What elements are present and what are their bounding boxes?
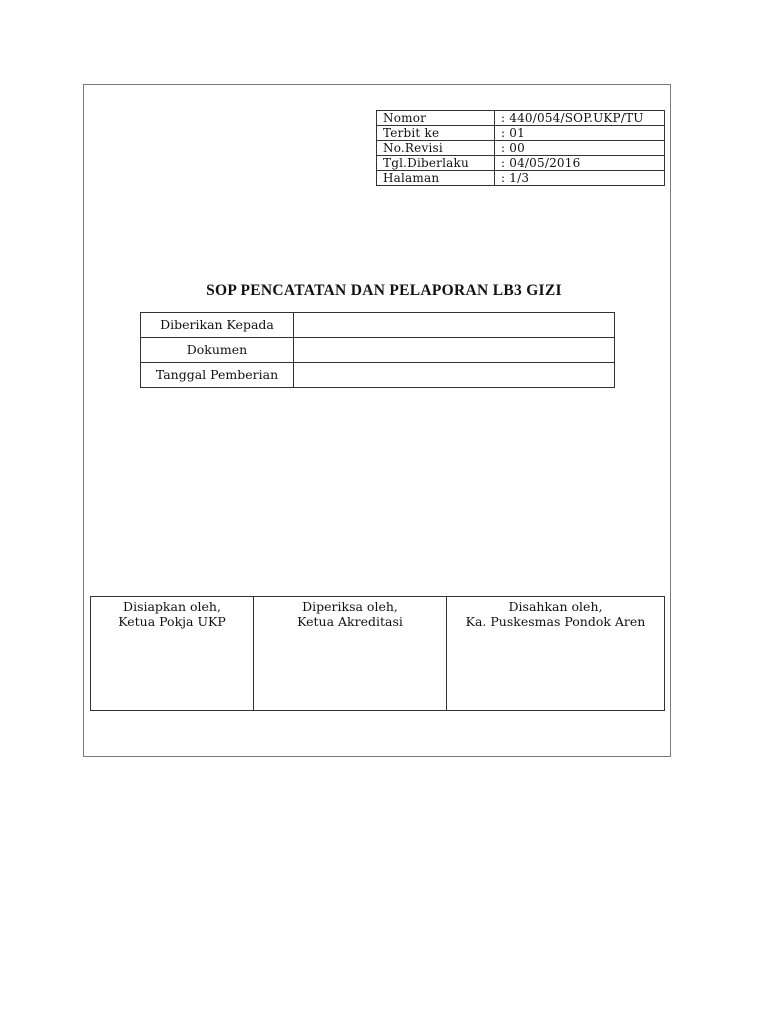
- distribution-label-dokumen: Dokumen: [141, 338, 294, 363]
- table-row: [91, 597, 665, 711]
- page-title: SOP PENCATATAN DAN PELAPORAN LB3 GIZI: [206, 282, 562, 299]
- table-row: [377, 111, 665, 126]
- table-row: [377, 126, 665, 141]
- signature-role: Disahkan oleh,: [508, 599, 603, 614]
- signature-cell-diperiksa: [254, 597, 447, 711]
- signature-role: Diperiksa oleh,: [302, 599, 398, 614]
- info-label-tgl: Tgl.Diberlaku: [377, 156, 495, 171]
- signature-role: Disiapkan oleh,: [123, 599, 221, 614]
- signature-position: Ka. Puskesmas Pondok Aren: [465, 614, 646, 629]
- signature-cell-disiapkan: [91, 597, 254, 711]
- table-row: [377, 171, 665, 186]
- info-value-revisi: : 00: [495, 141, 665, 156]
- info-value-halaman: : 1/3: [495, 171, 665, 186]
- table-row: [141, 363, 615, 388]
- info-label-revisi: No.Revisi: [377, 141, 495, 156]
- document-info-table: [376, 110, 665, 186]
- info-label-halaman: Halaman: [377, 171, 495, 186]
- info-value-nomor: : 440/054/SOP.UKP/TU: [495, 111, 665, 126]
- info-value-tgl: : 04/05/2016: [495, 156, 665, 171]
- info-value-terbit: : 01: [495, 126, 665, 141]
- signature-cell-disahkan: [447, 597, 665, 711]
- table-row: [141, 338, 615, 363]
- signature-position: Ketua Akreditasi: [297, 614, 403, 629]
- table-row: [141, 313, 615, 338]
- table-row: [377, 141, 665, 156]
- info-label-nomor: Nomor: [377, 111, 495, 126]
- distribution-value-tanggal: [294, 363, 615, 388]
- distribution-table: [140, 312, 615, 388]
- distribution-value-diberikan: [294, 313, 615, 338]
- table-row: [377, 156, 665, 171]
- distribution-value-dokumen: [294, 338, 615, 363]
- signature-table: [90, 596, 665, 711]
- distribution-label-diberikan: Diberikan Kepada: [141, 313, 294, 338]
- distribution-label-tanggal: Tanggal Pemberian: [141, 363, 294, 388]
- info-label-terbit: Terbit ke: [377, 126, 495, 141]
- signature-position: Ketua Pokja UKP: [118, 614, 226, 629]
